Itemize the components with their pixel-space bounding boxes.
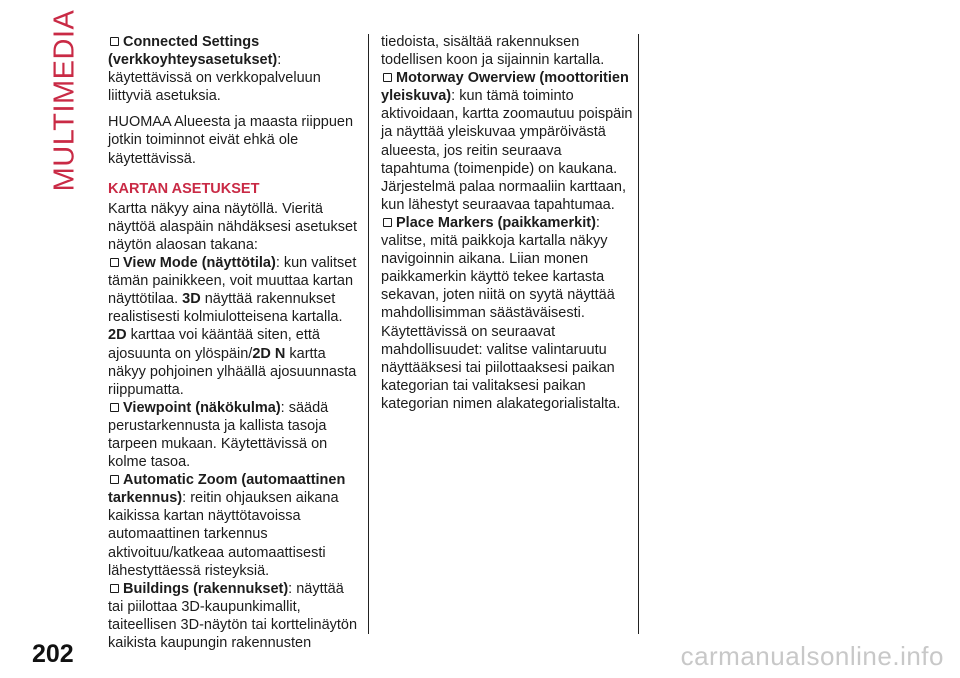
column-divider-left xyxy=(368,34,369,634)
item-place-markers: Place Markers (paikkamerkit): valitse, mitä paikkoja kartalla näkyy navigoinnin aikana. Liian monen paikkamerkin käyttö tekee kartasta sekavan, joten niitä on syytä näyttää mahdollisimman säästäväisesti. Käytettävissä on seuraavat mahdollisuudet: valitse valintaruutu näyttääksesi tai piilottaaksesi paikan kategorian tai valitaksesi paikan kategorian nimen alakategorialistalta. xyxy=(381,214,621,412)
column-divider-right xyxy=(638,34,639,634)
bullet-square-icon xyxy=(110,475,119,484)
text-column-2 xyxy=(381,33,633,413)
item-viewpoint: Viewpoint (näkökulma): säädä perustarkennusta ja kallista tasoja tarpeen mukaan. Käytettävissä on kolme tasoa. xyxy=(108,399,329,471)
bullet-square-icon xyxy=(110,258,119,267)
section-title xyxy=(40,9,90,191)
intro-paragraph: Kartta näkyy aina näytöllä. Vieritä näyttöä alaspäin nähdäksesi asetukset näytön alaosan takana: xyxy=(108,200,358,253)
item-view-mode: View Mode (näyttötila): kun valitset tämän painikkeen, voit muuttaa kartan näyttötilaa. 3D näyttää rakennukset realistisesti kolmiulotteisena kartalla. 2D karttaa voi kääntää siten, että ajosuunta on ylöspäin/2D N kartta näkyy pohjoinen ylhäällä ajosuunnasta riippumatta. xyxy=(108,255,357,398)
bullet-square-icon xyxy=(110,403,119,412)
item-automatic-zoom: Automatic Zoom (automaattinen tarkennus): reitin ohjauksen aikana kaikissa kartan näyttötavoissa automaattinen tarkennus aktivoituu/katkeaa automaattisesti lähestyttäessä risteyksiä. xyxy=(108,472,346,579)
watermark: carmanualsonline.info xyxy=(680,641,944,671)
section-title-text: MULTIMEDIA xyxy=(48,9,81,191)
item-motorway-overview: Motorway Owerview (moottoritien yleiskuva): kun tämä toiminto aktivoidaan, kartta zoomautuu poispäin ja näyttää yleiskuvaa ympäröivästä alueesta, jos reitin seuraava tapahtuma (toimenpide) on kaukana. Järjestelmä palaa normaaliin karttaan, kun lähestyt seuraavaa tapahtumaa. xyxy=(381,70,633,213)
continued-paragraph: tiedoista, sisältää rakennuksen todellisen koon ja sijainnin kartalla. xyxy=(381,34,605,69)
page-number: 202 xyxy=(32,640,74,668)
section-heading: KARTAN ASETUKSET xyxy=(108,180,260,197)
bullet-square-icon xyxy=(383,73,392,82)
bullet-square-icon xyxy=(110,584,119,593)
item-connected-settings: Connected Settings (verkkoyhteysasetukset): käytettävissä on verkkopalveluun liittyviä asetuksia. xyxy=(108,34,321,105)
item-buildings: Buildings (rakennukset): näyttää tai piilottaa 3D-kaupunkimallit, taiteellisen 3D-näytön tai korttelinäytön kaikista kaupungin rakennusten xyxy=(108,580,358,651)
text-column-1 xyxy=(108,33,362,652)
note-paragraph: HUOMAA Alueesta ja maasta riippuen jotkin toiminnot eivät ehkä ole käytettävissä. xyxy=(108,114,354,167)
bullet-square-icon xyxy=(383,218,392,227)
bullet-square-icon xyxy=(110,37,119,46)
